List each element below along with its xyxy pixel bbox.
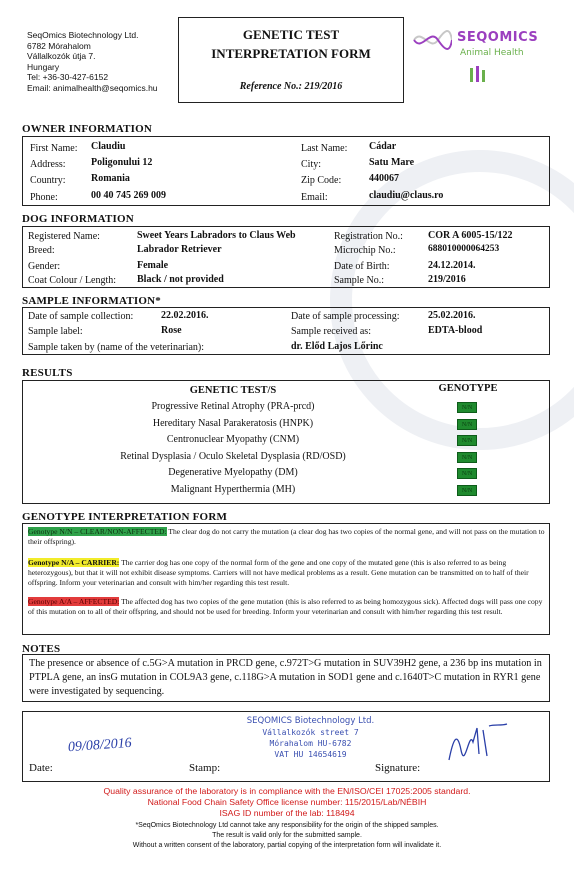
stamp-line3: Mórahalom HU-6782: [269, 739, 352, 748]
microchip-label: Microchip No.:: [334, 245, 396, 256]
company-stamp: [233, 716, 388, 760]
company-info: [27, 30, 197, 93]
footer: [0, 786, 574, 851]
company-addr2: Vállalkozók útja 7.: [27, 51, 96, 61]
first-name-label: First Name:: [30, 143, 78, 154]
dna-logo-icon: [412, 28, 452, 52]
sample-heading: SAMPLE INFORMATION*: [22, 295, 161, 307]
microchip-value: 688010000064253: [428, 244, 500, 254]
results-table: [22, 380, 550, 504]
result-test-name: Retinal Dysplasia / Oculo Skeletal Dysplasia (RD/OSD): [120, 450, 346, 462]
dog-table: [22, 226, 550, 288]
interp-carrier: [28, 558, 546, 588]
sample-label-label: Sample label:: [28, 326, 83, 337]
reg-name-value: Sweet Years Labradors to Claus Web: [137, 230, 296, 241]
affected-tag: Genotype A/A – AFFECTED:: [28, 597, 120, 606]
dob-label: Date of Birth:: [334, 261, 390, 272]
footer-disclaimer1: *SeqOmics Biotechnology Ltd cannot take any responsibility for the origin of the shipped samples.: [135, 822, 439, 829]
zip-value: 440067: [369, 173, 399, 184]
breed-label: Breed:: [28, 245, 55, 256]
result-genotype-badge: N/N: [457, 402, 477, 413]
clear-tag: Genotype N/N – CLEAR/NON-AFFECTED:: [28, 527, 167, 536]
owner-table: [22, 136, 550, 206]
clear-text: The clear dog do not carry the mutation (a clear dog has two copies of the normal gene, and will not pass on the mutation to their offspring).: [28, 527, 545, 546]
coat-value: Black / not provided: [137, 274, 224, 285]
footer-disclaimer2: The result is valid only for the submitted sample.: [212, 832, 362, 839]
reference-number: Reference No.: 219/2016: [239, 81, 343, 92]
result-test-name: Centronuclear Myopathy (CNM): [166, 434, 300, 445]
carrier-text: The carrier dog has one copy of the normal form of the gene and one copy of the mutated gene (this is also referred to as being heterozygous), but that it will not exhibit disease symptoms. Carriers will not have medical problems as a result. Gene mutation can be transmitted on to half of their offspring. Inform your veterinarian and consult with him/her regarding this test result.: [28, 558, 529, 587]
received-value: EDTA-blood: [428, 325, 483, 336]
result-test-name: Degenerative Myelopathy (DM): [168, 467, 298, 478]
breed-value: Labrador Retriever: [137, 244, 222, 255]
carrier-tag: Genotype N/A – CARRIER:: [28, 558, 120, 567]
phone-value: 00 40 745 269 009: [91, 190, 166, 201]
company-name: SeqOmics Biotechnology Ltd.: [27, 30, 139, 40]
address-label: Address:: [30, 159, 66, 170]
logo-name: SEQOMICS: [457, 30, 539, 45]
company-email: Email: animalhealth@seqomics.hu: [27, 82, 158, 93]
result-genotype-badge: N/N: [457, 468, 477, 479]
results-col-genotype: GENOTYPE: [438, 383, 498, 394]
results-col-test: GENETIC TEST/S: [189, 385, 277, 396]
result-test-name: Malignant Hyperthermia (MH): [170, 483, 296, 495]
city-value: Satu Mare: [369, 157, 415, 168]
collection-label: Date of sample collection:: [28, 311, 134, 322]
phone-label: Phone:: [30, 192, 58, 203]
date-handwritten: 09/08/2016: [67, 735, 133, 756]
gender-label: Gender:: [28, 261, 61, 272]
result-genotype-badge: N/N: [457, 485, 477, 496]
stamp-label: Stamp:: [189, 762, 221, 774]
footer-license: National Food Chain Safety Office license number: 115/2015/Lab/NÉBIH: [147, 797, 427, 807]
footer-isag: ISAG ID number of the lab: 118494: [219, 808, 355, 818]
last-name-value: Cádar: [369, 141, 397, 152]
country-value: Romania: [91, 173, 130, 184]
gender-value: Female: [137, 260, 169, 271]
dob-value: 24.12.2014.: [428, 260, 476, 271]
processing-label: Date of sample processing:: [291, 311, 400, 322]
notes-heading: NOTES: [22, 643, 61, 655]
sample-no-value: 219/2016: [428, 274, 466, 285]
stamp-line2: Vállalkozók street 7: [262, 728, 359, 737]
interp-affected: [28, 597, 546, 617]
vet-label: Sample taken by (name of the veterinarian):: [28, 342, 205, 353]
interp-clear: [28, 527, 546, 547]
email-label: Email:: [301, 192, 328, 203]
result-genotype-badge: N/N: [457, 419, 477, 430]
footer-quality: Quality assurance of the laboratory is in compliance with the EN/ISO/CEI 17025:2005 standard.: [103, 786, 471, 796]
reg-name-label: Registered Name:: [28, 231, 100, 242]
result-genotype-badge: N/N: [457, 452, 477, 463]
address-value: Poligonului 12: [91, 157, 153, 168]
company-country: Hungary: [27, 61, 60, 72]
result-test-name: Hereditary Nasal Parakeratosis (HNPK): [152, 417, 314, 429]
received-label: Sample received as:: [291, 326, 371, 337]
footer-disclaimer3: Without a written consent of the laboratory, partial copying of the interpretation form will invalidate it.: [132, 842, 442, 849]
handwritten-signature: [443, 720, 513, 768]
sample-no-label: Sample No.:: [334, 275, 384, 286]
vet-value: dr. Előd Lajos Lőrinc: [291, 341, 383, 352]
seqomics-logo: [410, 24, 560, 96]
first-name-value: Claudiu: [91, 141, 126, 152]
logo-sub: Animal Health: [460, 48, 524, 58]
title-line2: INTERPRETATION FORM: [211, 46, 371, 61]
processing-value: 25.02.2016.: [428, 310, 476, 321]
zip-label: Zip Code:: [301, 175, 342, 186]
title-box: [178, 17, 404, 103]
result-test-name: Progressive Retinal Atrophy (PRA-prcd): [151, 401, 315, 412]
stamp-line1: SEQOMICS Biotechnology Ltd.: [246, 716, 375, 726]
signoff-box: [22, 711, 550, 782]
title-line1: GENETIC TEST: [242, 27, 340, 42]
last-name-label: Last Name:: [301, 143, 348, 154]
reg-no-label: Registration No.:: [334, 231, 403, 242]
city-label: City:: [301, 159, 322, 170]
interpretation-heading: GENOTYPE INTERPRETATION FORM: [22, 511, 228, 523]
signature-label: Signature:: [375, 762, 421, 774]
email-value: claudiu@claus.ro: [369, 190, 444, 201]
results-heading: RESULTS: [22, 367, 73, 379]
result-genotype-badge: N/N: [457, 435, 477, 446]
interpretation-table: [22, 523, 550, 635]
reg-no-value: COR A 6005-15/122: [428, 230, 513, 241]
country-label: Country:: [30, 175, 66, 186]
notes-text: The presence or absence of c.5G>A mutation in PRCD gene, c.972T>G mutation in SUV39H2 gene, a 236 bp ins mutation in PTPLA gene, an insG mutation in COL9A3 gene, c.118G>A mutation in SOD1 gene and c.1640T>C mutation in RYR1 gene were investigated by sequencing.: [29, 658, 542, 697]
stamp-line4: VAT HU 14654619: [274, 750, 347, 759]
paw-dna-icon: [468, 64, 488, 86]
date-label: Date:: [29, 762, 53, 774]
owner-heading: OWNER INFORMATION: [22, 123, 153, 135]
affected-text: The affected dog has two copies of the gene mutation (this is also referred to as being homozygous sick). Affected dogs will pass one copy of this mutation on to all of their offspring, and should not be used for breeding. Inform your veterinarian and consult with him/her regarding this test result.: [28, 597, 543, 616]
collection-value: 22.02.2016.: [161, 310, 209, 321]
sample-label-value: Rose: [161, 325, 182, 336]
notes-table: [22, 654, 550, 702]
sample-table: [22, 307, 550, 355]
company-addr1: 6782 Mórahalom: [27, 40, 91, 51]
dog-heading: DOG INFORMATION: [22, 213, 134, 225]
coat-label: Coat Colour / Length:: [28, 275, 117, 286]
company-tel: Tel: +36-30-427-6152: [27, 72, 109, 82]
